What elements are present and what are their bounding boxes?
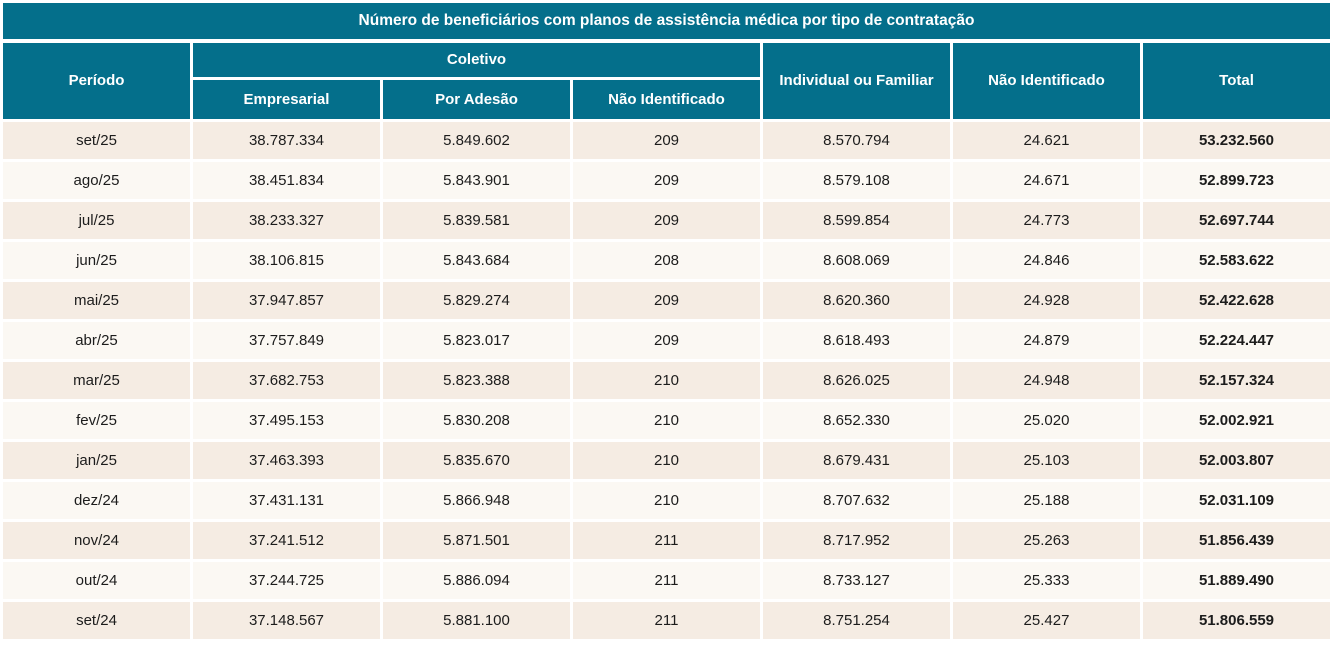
por-adesao-cell: 5.823.388	[382, 361, 572, 401]
col-header-coletivo-nao-identificado: Não Identificado	[572, 79, 762, 121]
por-adesao-cell: 5.886.094	[382, 561, 572, 601]
coletivo-nao-identificado-cell: 209	[572, 321, 762, 361]
por-adesao-cell: 5.866.948	[382, 481, 572, 521]
table-row	[2, 361, 1332, 401]
coletivo-nao-identificado-cell: 208	[572, 241, 762, 281]
table-row	[2, 321, 1332, 361]
period-cell: abr/25	[2, 321, 192, 361]
coletivo-nao-identificado-cell: 210	[572, 361, 762, 401]
nao-identificado-cell: 25.333	[952, 561, 1142, 601]
por-adesao-cell: 5.843.684	[382, 241, 572, 281]
coletivo-nao-identificado-cell: 210	[572, 401, 762, 441]
table-row	[2, 281, 1332, 321]
nao-identificado-cell: 24.879	[952, 321, 1142, 361]
total-cell: 52.002.921	[1142, 401, 1332, 441]
col-header-coletivo-group: Coletivo	[192, 41, 762, 79]
period-cell: jul/25	[2, 201, 192, 241]
period-cell: fev/25	[2, 401, 192, 441]
nao-identificado-cell: 25.427	[952, 601, 1142, 641]
por-adesao-cell: 5.871.501	[382, 521, 572, 561]
total-cell: 52.157.324	[1142, 361, 1332, 401]
total-cell: 52.003.807	[1142, 441, 1332, 481]
individual-familiar-cell: 8.618.493	[762, 321, 952, 361]
individual-familiar-cell: 8.652.330	[762, 401, 952, 441]
total-cell: 51.856.439	[1142, 521, 1332, 561]
header-group-row	[2, 41, 1332, 79]
total-cell: 52.899.723	[1142, 161, 1332, 201]
table-row	[2, 441, 1332, 481]
empresarial-cell: 37.148.567	[192, 601, 382, 641]
table-header	[2, 2, 1332, 121]
individual-familiar-cell: 8.608.069	[762, 241, 952, 281]
individual-familiar-cell: 8.707.632	[762, 481, 952, 521]
individual-familiar-cell: 8.570.794	[762, 121, 952, 161]
table-row	[2, 401, 1332, 441]
individual-familiar-cell: 8.717.952	[762, 521, 952, 561]
table-body	[2, 121, 1332, 641]
period-cell: jun/25	[2, 241, 192, 281]
period-cell: dez/24	[2, 481, 192, 521]
nao-identificado-cell: 25.188	[952, 481, 1142, 521]
nao-identificado-cell: 24.773	[952, 201, 1142, 241]
total-cell: 52.031.109	[1142, 481, 1332, 521]
empresarial-cell: 37.241.512	[192, 521, 382, 561]
table-row	[2, 121, 1332, 161]
col-header-empresarial: Empresarial	[192, 79, 382, 121]
coletivo-nao-identificado-cell: 209	[572, 161, 762, 201]
empresarial-cell: 38.787.334	[192, 121, 382, 161]
nao-identificado-cell: 24.846	[952, 241, 1142, 281]
col-header-nao-identificado: Não Identificado	[952, 41, 1142, 121]
por-adesao-cell: 5.843.901	[382, 161, 572, 201]
table-title-row	[2, 2, 1332, 41]
table-title: Número de beneficiários com planos de assistência médica por tipo de contratação	[2, 2, 1332, 41]
table-row	[2, 561, 1332, 601]
coletivo-nao-identificado-cell: 211	[572, 601, 762, 641]
total-cell: 53.232.560	[1142, 121, 1332, 161]
period-cell: ago/25	[2, 161, 192, 201]
individual-familiar-cell: 8.626.025	[762, 361, 952, 401]
period-cell: set/25	[2, 121, 192, 161]
individual-familiar-cell: 8.620.360	[762, 281, 952, 321]
individual-familiar-cell: 8.599.854	[762, 201, 952, 241]
individual-familiar-cell: 8.679.431	[762, 441, 952, 481]
empresarial-cell: 38.451.834	[192, 161, 382, 201]
individual-familiar-cell: 8.579.108	[762, 161, 952, 201]
period-cell: set/24	[2, 601, 192, 641]
por-adesao-cell: 5.849.602	[382, 121, 572, 161]
nao-identificado-cell: 25.020	[952, 401, 1142, 441]
empresarial-cell: 37.682.753	[192, 361, 382, 401]
por-adesao-cell: 5.829.274	[382, 281, 572, 321]
period-cell: mar/25	[2, 361, 192, 401]
total-cell: 51.806.559	[1142, 601, 1332, 641]
coletivo-nao-identificado-cell: 210	[572, 481, 762, 521]
period-cell: mai/25	[2, 281, 192, 321]
coletivo-nao-identificado-cell: 209	[572, 201, 762, 241]
col-header-total: Total	[1142, 41, 1332, 121]
nao-identificado-cell: 24.621	[952, 121, 1142, 161]
col-header-por-adesao: Por Adesão	[382, 79, 572, 121]
coletivo-nao-identificado-cell: 211	[572, 521, 762, 561]
por-adesao-cell: 5.881.100	[382, 601, 572, 641]
por-adesao-cell: 5.823.017	[382, 321, 572, 361]
empresarial-cell: 37.431.131	[192, 481, 382, 521]
total-cell: 52.697.744	[1142, 201, 1332, 241]
total-cell: 51.889.490	[1142, 561, 1332, 601]
nao-identificado-cell: 24.928	[952, 281, 1142, 321]
individual-familiar-cell: 8.733.127	[762, 561, 952, 601]
por-adesao-cell: 5.835.670	[382, 441, 572, 481]
individual-familiar-cell: 8.751.254	[762, 601, 952, 641]
table-row	[2, 481, 1332, 521]
empresarial-cell: 37.463.393	[192, 441, 382, 481]
nao-identificado-cell: 24.671	[952, 161, 1142, 201]
empresarial-cell: 37.495.153	[192, 401, 382, 441]
table-row	[2, 161, 1332, 201]
col-header-individual-familiar: Individual ou Familiar	[762, 41, 952, 121]
empresarial-cell: 38.233.327	[192, 201, 382, 241]
por-adesao-cell: 5.830.208	[382, 401, 572, 441]
period-cell: jan/25	[2, 441, 192, 481]
coletivo-nao-identificado-cell: 211	[572, 561, 762, 601]
total-cell: 52.583.622	[1142, 241, 1332, 281]
coletivo-nao-identificado-cell: 209	[572, 121, 762, 161]
empresarial-cell: 37.757.849	[192, 321, 382, 361]
empresarial-cell: 37.244.725	[192, 561, 382, 601]
table-row	[2, 201, 1332, 241]
coletivo-nao-identificado-cell: 209	[572, 281, 762, 321]
period-cell: nov/24	[2, 521, 192, 561]
total-cell: 52.422.628	[1142, 281, 1332, 321]
total-cell: 52.224.447	[1142, 321, 1332, 361]
period-cell: out/24	[2, 561, 192, 601]
nao-identificado-cell: 25.103	[952, 441, 1142, 481]
coletivo-nao-identificado-cell: 210	[572, 441, 762, 481]
table-row	[2, 601, 1332, 641]
nao-identificado-cell: 25.263	[952, 521, 1142, 561]
empresarial-cell: 37.947.857	[192, 281, 382, 321]
table-row	[2, 521, 1332, 561]
table-row	[2, 241, 1332, 281]
por-adesao-cell: 5.839.581	[382, 201, 572, 241]
nao-identificado-cell: 24.948	[952, 361, 1142, 401]
empresarial-cell: 38.106.815	[192, 241, 382, 281]
col-header-periodo: Período	[2, 41, 192, 121]
